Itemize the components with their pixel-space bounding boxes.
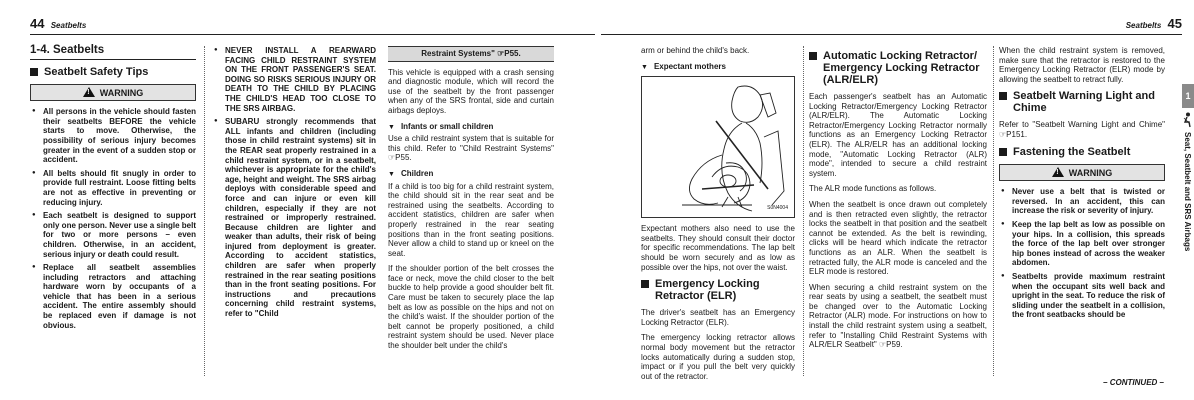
list-item: ● Seatbelts provide maximum restraint when the occupant sits well back and upright in the seat. To reduce the risk of sliding under the seatbelt in a collision, the front seatbacks should be <box>999 272 1165 320</box>
column-divider <box>204 46 205 376</box>
left-col-1 <box>30 46 196 334</box>
left-col-3 <box>388 46 554 357</box>
warning-triangle-icon <box>1052 167 1064 177</box>
right-col-2 <box>809 46 987 356</box>
list-item: ● All belts should fit snugly in order to provide full restraint. Loose fitting belts are not as effective in preventing or reducing injury. <box>30 169 196 207</box>
warning-list-3 <box>999 187 1165 320</box>
paragraph-continuation: arm or behind the child's back. <box>641 46 750 55</box>
square-bullet-icon <box>999 148 1007 156</box>
left-col-2 <box>212 46 376 323</box>
subheading-expectant: ▼ Expectant mothers <box>641 61 726 71</box>
left-page-header <box>30 16 595 35</box>
square-bullet-icon <box>641 280 649 288</box>
paragraph-intro: This vehicle is equipped with a crash sensing and diagnostic module, which will record the use of the seatbelt by the front passenger when any of the SRS frontal, side and curtain airbags deploys. <box>388 67 554 115</box>
illustration-code: S0N4004 <box>767 204 788 211</box>
warning-triangle-icon <box>83 87 95 97</box>
right-page-header <box>601 16 1182 35</box>
subheading-children: ▼ Children <box>388 168 434 178</box>
left-running-head: Seatbelts <box>50 21 87 30</box>
paragraph-removed: When the child restraint system is removed, make sure that the retractor is restored to the Emergency Locking Retractor (ELR) mode by allowing the seatbelt to retract fully. <box>999 46 1165 84</box>
right-col-3 <box>999 46 1165 324</box>
heading-alr: Automatic Locking Retractor/ Emergency Locking Retractor (ALR/ELR) <box>809 50 987 86</box>
triangle-down-icon: ▼ <box>641 63 648 71</box>
paragraph-shoulder: If the shoulder portion of the belt crosses the face or neck, move the child closer to the belt buckle to help provide a good shoulder belt fit. Care must be taken to securely place the lap belt as low as possible on the hips and not on the child's waist. If the shoulder portion of the belt cannot be properly positioned, a child restraint system should be used. Never place the shoulder belt under the child's <box>388 264 554 351</box>
list-item: ● All persons in the vehicle should fasten their seatbelts BEFORE the vehicle starts to move. Otherwise, the possibility of serious injury becomes greater in the event of a sudden stop or accident. <box>30 107 196 165</box>
subheading-infants: ▼ Infants or small children <box>388 121 494 131</box>
paragraph-alr-modes-text: When the seatbelt is once drawn out completely and is then retracted even slightly, the retractor locks the seatbelt in that position and the seatbelt cannot be extended. As the belt is rewinding, clicks will be heard which indicate the retractor functions as an ALR. When the seatbelt is retracted fully, the ALR mode is canceled and the ELR mode is restored. <box>809 199 987 277</box>
pregnant-seated-figure-icon <box>642 77 794 215</box>
warning-banner: !WARNING <box>999 164 1165 182</box>
square-bullet-icon <box>30 68 38 76</box>
left-page-number: 44 <box>30 16 45 31</box>
paragraph-alr-child: When securing a child restraint system on the rear seats by using a seatbelt, the seatbelt must be changed over to the Automatic Locking Retractor (ALR) mode. For instructions on how to install the child restraint system using a seatbelt, refer to "Installing Child Restraint Systems with ALR/ELR Seatbelt" ☞P59. <box>809 282 987 350</box>
paragraph-alr: Each passenger's seatbelt has an Automatic Locking Retractor/Emergency Locking Retractor (ALR/ELR). The Automatic Locking Retractor/Emergency Locking Retractor normally functions as an Emergency Locking Retractor (ELR). The ALR/ELR has an additional locking mode, "Automatic Locking Retractor (ALR) mode", intended to secure a child restraint system. <box>809 92 987 178</box>
column-divider <box>803 46 804 376</box>
warning-banner: !WARNING <box>30 84 196 102</box>
paragraph-children: If a child is too big for a child restraint system, the child should sit in the rear seat and be restrained using the seatbelts. According to accident statistics, children are safer when properly restrained in the rear seating positions than in the front seating positions. Never allow a child to stand up or kneel on the seat. <box>388 181 554 258</box>
triangle-down-icon: ▼ <box>388 170 395 178</box>
list-item: ● Never use a belt that is twisted or reversed. In an accident, this can increase the risk or severity of injury. <box>999 187 1165 216</box>
chapter-tab[interactable]: 1 <box>1182 84 1194 108</box>
heading-elr: Emergency Locking Retractor (ELR) <box>641 278 795 302</box>
section-title: 1-4. Seatbelts <box>30 46 196 60</box>
warning-list-2 <box>212 46 376 319</box>
chapter-side-label: Seat, Seatbelt and SRS Airbags <box>1183 132 1192 252</box>
reference-box: Restraint Systems" ☞P55. <box>388 46 554 62</box>
right-col-1 <box>641 46 795 387</box>
heading-fastening: Fastening the Seatbelt <box>999 146 1165 158</box>
paragraph-alr-modes: The ALR mode functions as follows. <box>809 184 937 194</box>
paragraph-elr-2: The emergency locking retractor allows normal body movement but the retractor locks automatically during a sudden stop, impact or if you pull the belt very quickly out of the retractor. <box>641 333 795 381</box>
triangle-down-icon: ▼ <box>388 123 395 131</box>
paragraph-warning-light: Refer to "Seatbelt Warning Light and Chime" ☞P151. <box>999 120 1165 139</box>
paragraph-infants: Use a child restraint system that is suitable for this child. Refer to "Child Restraint Systems" ☞P55. <box>388 134 554 163</box>
right-page <box>597 0 1194 400</box>
warning-list-1 <box>30 107 196 330</box>
paragraph-elr-1: The driver's seatbelt has an Emergency Locking Retractor (ELR). <box>641 308 795 327</box>
continued-marker: – CONTINUED – <box>1103 378 1164 387</box>
heading-safety-tips: Seatbelt Safety Tips <box>30 66 196 78</box>
heading-warning-light: Seatbelt Warning Light and Chime <box>999 90 1165 114</box>
list-item: ● Keep the lap belt as low as possible on your hips. In a collision, this spreads the force of the lap belt over stronger hip bones instead of across the weaker abdomen. <box>999 220 1165 268</box>
seated-person-icon <box>1182 112 1192 128</box>
expectant-mother-illustration <box>641 76 795 218</box>
square-bullet-icon <box>809 52 817 60</box>
list-item: ● Each seatbelt is designed to support only one person. Never use a single belt for two or more persons – even children. Otherwise, in an accident, serious injury or death could result. <box>30 211 196 259</box>
list-item: ● SUBARU strongly recommends that ALL infants and children (including those in child restraint systems) sit in the REAR seat properly restrained in a child restraint system, or in a seatbelt, whichever is appropriate for the child's age, height and weight. The SRS airbag deploys with considerable speed and force and can injure or even kill children, especially if they are not restrained or improperly restrained. Because children are lighter and weaker than adults, their risk of being injured from deployment is greater. According to accident statistics, children are safer when properly restrained in the rear seating positions than in the front seating positions. For instructions and precautions concerning child restraint systems, refer to "Child <box>212 117 376 318</box>
right-page-number: 45 <box>1167 16 1182 31</box>
column-divider <box>993 46 994 376</box>
list-item: ● NEVER INSTALL A REARWARD FACING CHILD RESTRAINT SYSTEM ON THE FRONT PASSENGER'S SEAT. DOING SO RISKS SERIOUS INJURY OR DEATH TO THE CHILD BY PLACING THE CHILD'S HEAD TOO CLOSE TO THE SRS AIRBAG. <box>212 46 376 113</box>
square-bullet-icon <box>999 92 1007 100</box>
paragraph-expectant: Expectant mothers also need to use the seatbelts. They should consult their doctor for specific recommendations. The lap belt should be worn securely and as low as possible over the hips, not over the waist. <box>641 224 795 272</box>
list-item: ● Replace all seatbelt assemblies including retractors and attaching hardware worn by occupants of a vehicle that has been in a serious accident. The entire assembly should be replaced even if damage is not obvious. <box>30 263 196 330</box>
right-running-head: Seatbelts <box>1125 21 1162 30</box>
